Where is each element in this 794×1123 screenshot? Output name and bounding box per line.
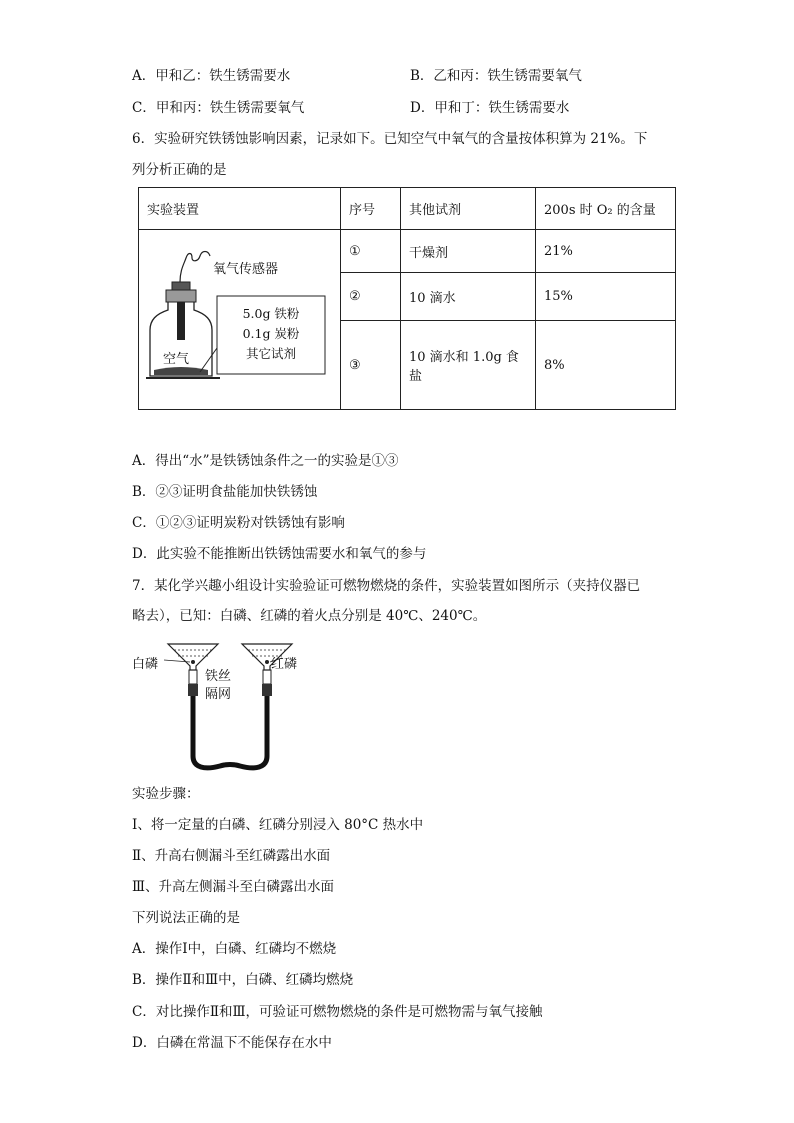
q5-option-a: A．甲和乙：铁生锈需要水 [132,68,291,84]
red-phosphorus-label: 红磷 [271,657,298,672]
header-apparatus: 实验装置 [139,188,341,230]
q6-option-b: B．②③证明食盐能加快铁锈蚀 [132,484,318,500]
q7-option-c: C．对比操作Ⅱ和Ⅲ，可验证可燃物燃烧的条件是可燃物需与氧气接触 [132,1004,543,1020]
q7-option-d: D．白磷在常温下不能保存在水中 [132,1035,332,1051]
row-o2: 15% [536,273,676,321]
row-number: ① [341,230,401,273]
q7-option-b: B．操作Ⅱ和Ⅲ中，白磷、红磷均燃烧 [132,972,354,988]
wire-mesh-label-1: 铁丝 [205,669,232,684]
q5-option-b: B．乙和丙：铁生锈需要氧气 [410,68,582,84]
q7-steps-title: 实验步骤： [132,786,200,802]
header-reagent: 其他试剂 [401,188,536,230]
q6-option-d: D．此实验不能推断出铁锈蚀需要水和氧气的参与 [132,546,427,562]
q7-option-a: A．操作Ⅰ中，白磷、红磷均不燃烧 [132,941,337,957]
row-reagent: 10 滴水和 1.0g 食盐 [401,321,536,410]
q6-stem-line2: 列分析正确的是 [132,162,227,178]
q6-stem-line1: 6．实验研究铁锈蚀影响因素，记录如下。已知空气中氧气的含量按体积算为 21%。下 [132,131,648,147]
header-o2-content: 200s 时 O₂ 的含量 [536,188,676,230]
q7-stem-line2: 略去），已知：白磷、红磷的着火点分别是 40℃、240℃。 [132,608,487,624]
box-line-carbon: 0.1g 炭粉 [242,326,300,341]
wire-mesh-label-2: 隔网 [205,687,232,702]
q7-step-3: Ⅲ、升高左侧漏斗至白磷露出水面 [132,879,335,895]
row-o2: 21% [536,230,676,273]
q6-option-a: A．得出“水”是铁锈蚀条件之一的实验是①③ [132,453,399,469]
q6-option-c: C．①②③证明炭粉对铁锈蚀有影响 [132,515,345,531]
box-line-iron: 5.0g 铁粉 [242,306,300,321]
row-number: ② [341,273,401,321]
row-o2: 8% [536,321,676,410]
row-reagent: 10 滴水 [401,273,536,321]
q7-step-1: Ⅰ、将一定量的白磷、红磷分别浸入 80°C 热水中 [132,817,424,833]
reagent-box-text [217,304,325,364]
row-reagent: 干燥剂 [401,230,536,273]
air-label: 空气 [163,352,190,367]
box-line-other: 其它试剂 [245,346,296,361]
q7-stem-line1: 7．某化学兴趣小组设计实验验证可燃物燃烧的条件，实验装置如图所示（夹持仪器已 [132,578,641,594]
q7-question: 下列说法正确的是 [132,910,240,926]
header-number: 序号 [341,188,401,230]
q5-option-c: C．甲和丙：铁生锈需要氧气 [132,100,305,116]
oxygen-sensor-label: 氧气传感器 [213,262,279,277]
q5-option-d: D．甲和丁：铁生锈需要水 [410,100,570,116]
q7-step-2: Ⅱ、升高右侧漏斗至红磷露出水面 [132,848,331,864]
row-number: ③ [341,321,401,410]
white-phosphorus-label: 白磷 [132,657,159,672]
table-header-row [139,188,676,230]
